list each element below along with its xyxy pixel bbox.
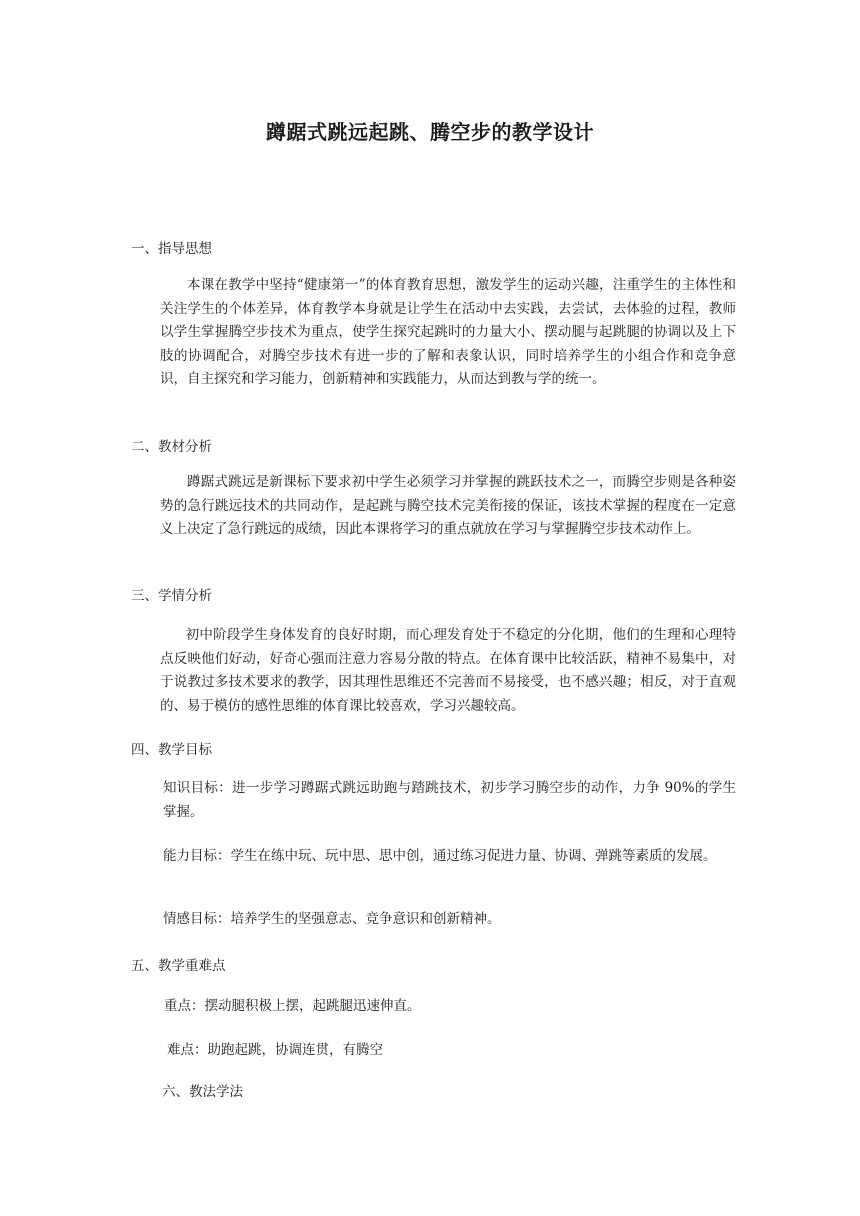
document-title: 蹲踞式跳远起跳、腾空步的教学设计 — [266, 120, 594, 144]
key-point: 重点：摆动腿积极上摆，起跳腿迅速伸直。 — [164, 998, 421, 1014]
goal-knowledge: 知识目标：进一步学习蹲踞式跳远助跑与踏跳技术，初步学习腾空步的动作，力争 90%的学生掌握。 — [163, 780, 736, 820]
section-heading-teaching-methods: 六、教法学法 — [162, 1084, 243, 1100]
goal-emotion: 情感目标：培养学生的坚强意志、竞争意识和创新精神。 — [163, 911, 501, 927]
section-paragraph-guiding-ideology: 本课在教学中坚持“健康第一”的体育教育思想，激发学生的运动兴趣，注重学生的主体性和关注学生的个体差异，体育教学本身就是让学生在活动中去实践，去尝试，去体验的过程，教师以学生掌握腾空步技术为重点，使学生探究起跳时的力量大小、摆动腿与起跳腿的协调以及上下肢的协调配合，对腾空步技术有进一步的了解和表象认识，同时培养学生的小组合作和竞争意识，自主探究和学习能力，创新精神和实践能力，从而达到教与学的统一。 — [160, 277, 736, 387]
goal-ability: 能力目标：学生在练中玩、玩中思、思中创，通过练习促进力量、协调、弹跳等素质的发展。 — [163, 848, 717, 864]
section-heading-learner-analysis: 三、学情分析 — [131, 588, 212, 604]
difficult-point: 难点：助跑起跳，协调连贯，有腾空 — [167, 1042, 383, 1058]
section-heading-key-difficult-points: 五、教学重难点 — [131, 958, 226, 974]
section-heading-teaching-goals: 四、教学目标 — [131, 742, 212, 758]
section-heading-material-analysis: 二、教材分析 — [131, 439, 212, 455]
section-heading-guiding-ideology: 一、指导思想 — [131, 241, 212, 257]
section-paragraph-material-analysis: 蹲踞式跳远是新课标下要求初中学生必须学习并掌握的跳跃技术之一，而腾空步则是各种姿势的急行跳远技术的共同动作，是起跳与腾空技术完美衔接的保证，该技术掌握的程度在一定意义上决定了急行跳远的成绩，因此本课将学习的重点就放在学习与掌握腾空步技术动作上。 — [160, 474, 736, 537]
section-paragraph-learner-analysis: 初中阶段学生身体发育的良好时期，而心理发育处于不稳定的分化期，他们的生理和心理特点反映他们好动，好奇心强而注意力容易分散的特点。在体育课中比较活跃，精神不易集中，对于说教过多技术要求的教学，因其理性思维还不完善而不易接受，也不感兴趣；相反，对于直观的、易于模仿的感性思维的体育课比较喜欢，学习兴趣较高。 — [160, 627, 736, 714]
